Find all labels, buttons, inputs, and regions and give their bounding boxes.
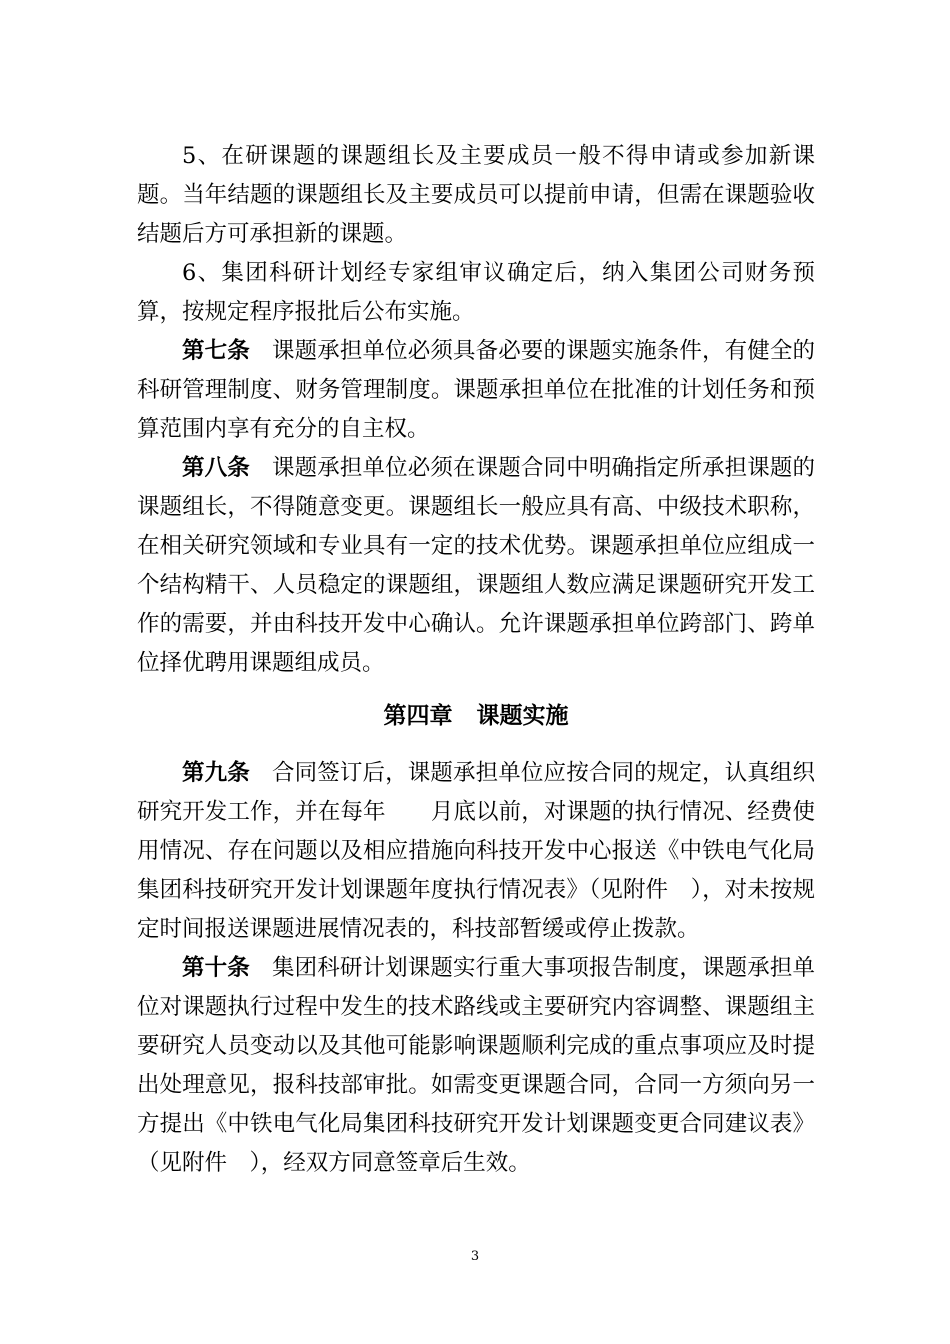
chapter-title: 课题实施 — [476, 703, 569, 729]
document-page — [137, 137, 815, 1183]
page-number: 3 — [470, 1249, 480, 1264]
article-label: 第七条 — [182, 338, 250, 364]
article-label: 第九条 — [182, 760, 250, 786]
paragraph-text: 6、集团科研计划经专家组审议确定后，纳入集团公司财务预算，按规定程序报批后公布实施。 — [137, 260, 815, 325]
paragraph-article-10 — [137, 949, 815, 1183]
article-label: 第十条 — [182, 955, 250, 981]
paragraph-item-5 — [137, 137, 815, 254]
article-label: 第八条 — [182, 455, 250, 481]
chapter-number: 第四章 — [383, 703, 453, 729]
paragraph-article-9 — [137, 754, 815, 949]
paragraph-article-7 — [137, 332, 815, 449]
paragraph-text: 合同签订后，课题承担单位应按合同的规定，认真组织研究开发工作，并在每年 月底以前，对课题的执行情况、经费使用情况、存在问题以及相应措施向科技开发中心报送《中铁电气化局集团科技研究开发计划课题年度执行情况表》（见附件 ），对未按规定时间报送课题进展情况表的，科技部暂缓或停止拨款。 — [137, 760, 815, 942]
paragraph-text: 课题承担单位必须具备必要的课题实施条件，有健全的科研管理制度、财务管理制度。课题承担单位在批准的计划任务和预算范围内享有充分的自主权。 — [137, 338, 815, 442]
paragraph-article-8 — [137, 449, 815, 683]
paragraph-text: 课题承担单位必须在课题合同中明确指定所承担课题的课题组长，不得随意变更。课题组长一般应具有高、中级技术职称，在相关研究领域和专业具有一定的技术优势。课题承担单位应组成一个结构精干、人员稳定的课题组，课题组人数应满足课题研究开发工作的需要，并由科技开发中心确认。允许课题承担单位跨部门、跨单位择优聘用课题组成员。 — [137, 455, 815, 676]
paragraph-item-6 — [137, 254, 815, 332]
paragraph-text: 集团科研计划课题实行重大事项报告制度，课题承担单位对课题执行过程中发生的技术路线或主要研究内容调整、课题组主要研究人员变动以及其他可能影响课题顺利完成的重点事项应及时提出处理意见，报科技部审批。如需变更课题合同，合同一方须向另一方提出《中铁电气化局集团科技研究开发计划课题变更合同建议表》（见附件 ），经双方同意签章后生效。 — [137, 955, 815, 1176]
paragraph-text: 5、在研课题的课题组长及主要成员一般不得申请或参加新课题。当年结题的课题组长及主要成员可以提前申请，但需在课题验收结题后方可承担新的课题。 — [137, 143, 815, 247]
chapter-heading — [137, 697, 815, 736]
